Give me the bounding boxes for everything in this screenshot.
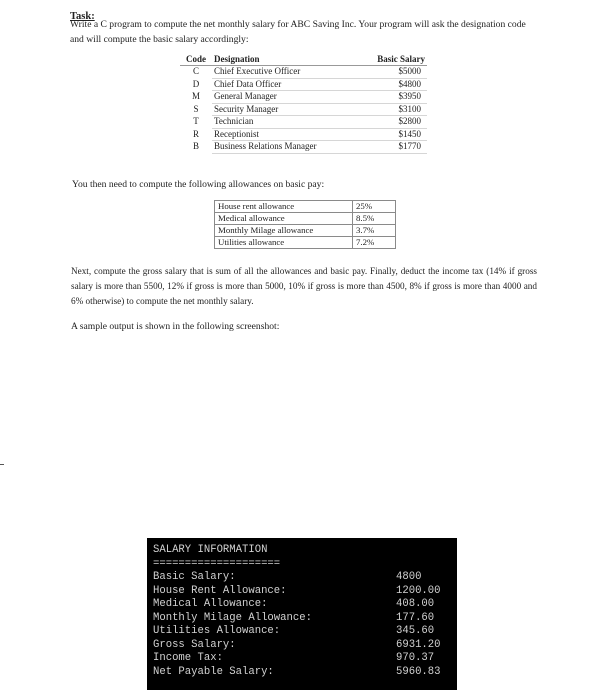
margin-mark (0, 464, 4, 465)
console-row (153, 598, 451, 612)
row-code: M (191, 91, 200, 101)
console-label: Monthly Milage Allowance: (153, 611, 312, 624)
console-value: 408.00 (396, 598, 435, 610)
row-designation: Chief Data Officer (212, 78, 357, 91)
table-row (215, 201, 396, 213)
console-row (153, 652, 451, 666)
allowance-name: House rent allowance (215, 201, 353, 213)
row-salary: $1450 (357, 128, 427, 141)
allowance-value: 3.7% (353, 225, 396, 237)
header-code: Code (180, 53, 212, 66)
row-designation: Technician (212, 116, 357, 129)
console-row (153, 585, 451, 599)
console-value: 5960.83 (396, 665, 441, 678)
console-title: SALARY INFORMATION (153, 544, 268, 556)
console-label: Gross Salary: (153, 638, 236, 651)
row-salary: $4800 (357, 78, 427, 91)
console-rows (153, 571, 451, 679)
console-value: 177.60 (396, 611, 435, 624)
allowances-intro: You then need to compute the following allowances on basic pay: (72, 179, 325, 190)
table-row (180, 116, 427, 129)
row-code: D (192, 78, 200, 89)
console-row (153, 571, 451, 585)
table-row (180, 78, 427, 91)
console-label: Basic Salary: (153, 571, 236, 583)
row-designation: Receptionist (212, 128, 357, 141)
header-basic-salary: Basic Salary (357, 53, 427, 66)
allowance-value: 25% (353, 201, 396, 213)
allowance-name: Medical allowance (215, 213, 353, 225)
allowance-name: Monthly Milage allowance (215, 225, 353, 237)
table-row (180, 103, 427, 116)
console-label: Medical Allowance: (153, 598, 268, 610)
table-row (180, 66, 427, 79)
console-label: Income Tax: (153, 652, 223, 664)
table-row (180, 128, 427, 141)
row-salary: $3950 (357, 91, 427, 104)
table-row (215, 213, 396, 225)
console-value: 1200.00 (396, 584, 441, 597)
console-value: 4800 (396, 571, 422, 583)
row-salary: $5000 (357, 66, 427, 79)
task-description-text: Write a C program to compute the net monthly salary for ABC Saving Inc. Your program will ask the designation code and will compute the basic salary accordingly: (70, 19, 526, 45)
console-label: Net Payable Salary: (153, 665, 274, 678)
row-code: T (193, 116, 199, 126)
task-description (70, 17, 540, 47)
row-salary: $1770 (357, 141, 427, 154)
console-value: 6931.20 (396, 638, 441, 651)
row-code: S (193, 103, 199, 114)
console-row (153, 666, 451, 680)
row-salary: $2800 (357, 116, 427, 129)
allowance-value: 8.5% (353, 213, 396, 225)
row-designation: General Manager (212, 91, 357, 104)
row-designation: Chief Executive Officer (212, 66, 357, 79)
salary-table-header (180, 53, 427, 66)
row-code: B (192, 141, 199, 151)
console-value: 970.37 (396, 652, 435, 664)
header-designation: Designation (212, 53, 357, 66)
allowance-name: Utilities allowance (215, 237, 353, 249)
console-separator: ==================== (153, 558, 281, 570)
table-row (215, 225, 396, 237)
console-row (153, 625, 451, 639)
console-label: Utilities Allowance: (153, 625, 281, 637)
table-row (180, 141, 427, 154)
console-row (153, 612, 451, 626)
row-code: R (192, 128, 199, 139)
gross-salary-paragraph: Next, compute the gross salary that is sum of all the allowances and basic pay. Finally, deduct the income tax (14% if gross salary is more than 5500, 12% if gross is more than 5000, 10% if gross is more than 4500, 8% if gross is more than 4000 and 6% otherwise) to compute the net monthly salary. (71, 266, 537, 306)
table-row (180, 91, 427, 104)
row-salary: $3100 (357, 103, 427, 116)
row-code: C (192, 66, 199, 77)
console-value: 345.60 (396, 625, 435, 637)
allowance-value: 7.2% (353, 237, 396, 249)
console-row (153, 639, 451, 653)
salary-table (180, 53, 427, 154)
sample-output-intro: A sample output is shown in the following screenshot: (71, 321, 280, 332)
row-designation: Business Relations Manager (212, 141, 357, 154)
console-label: House Rent Allowance: (153, 584, 287, 597)
task-heading: Task: (70, 11, 95, 22)
row-designation: Security Manager (212, 103, 357, 116)
table-row (215, 237, 396, 249)
allowances-table (214, 200, 396, 249)
console-screenshot (147, 538, 457, 690)
